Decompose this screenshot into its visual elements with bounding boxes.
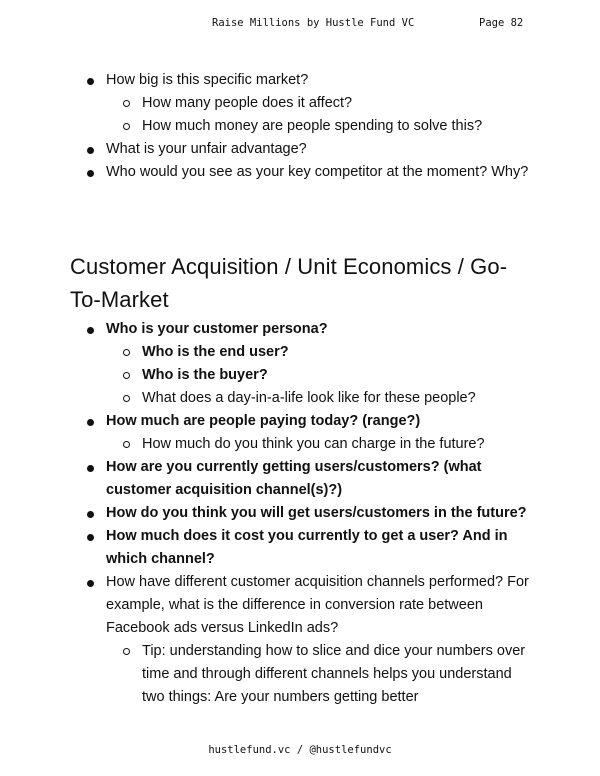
hollow-bullet-icon [123, 441, 130, 448]
list-item [0, 410, 600, 433]
bullet-icon [87, 78, 94, 85]
list-item-text: How much are people paying today? (range?) [106, 413, 421, 429]
list-item [0, 456, 600, 502]
list-item-text: How many people does it affect? [142, 95, 353, 111]
list-item-text: What is your unfair advantage? [106, 141, 307, 157]
list-item-text: How much money are people spending to solve this? [142, 118, 483, 134]
section-heading: Customer Acquisition / Unit Economics / Go-To-Market [70, 254, 508, 312]
sub-list-item [0, 341, 600, 364]
hollow-bullet-icon [123, 100, 130, 107]
sub-list-item [0, 115, 600, 138]
page-header [0, 17, 600, 31]
bullet-icon [87, 170, 94, 177]
questions-list-market [0, 69, 600, 184]
list-item-text: How much does it cost you currently to get a user? And in which channel? [106, 528, 508, 567]
list-item [0, 318, 600, 341]
bullet-icon [87, 580, 94, 587]
list-item-text: Who is the end user? [142, 344, 289, 360]
list-item-text: How have different customer acquisition channels performed? For example, what is the difference in conversion rate between Facebook ads versus LinkedIn ads? [106, 574, 529, 636]
list-item-text: How do you think you will get users/customers in the future? [106, 505, 527, 521]
bullet-icon [87, 511, 94, 518]
hollow-bullet-icon [123, 123, 130, 130]
hollow-bullet-icon [123, 349, 130, 356]
sub-list-item [0, 92, 600, 115]
questions-list-acquisition [0, 318, 600, 709]
list-item-text: Tip: understanding how to slice and dice your numbers over time and through different channels helps you understand two things: Are your numbers getting better [142, 643, 526, 705]
bullet-icon [87, 465, 94, 472]
list-item [0, 138, 600, 161]
list-item-text: Who would you see as your key competitor at the moment? Why? [106, 164, 529, 180]
sub-list-item [0, 640, 600, 709]
page-number: Page 82 [479, 17, 524, 29]
page-footer: hustlefund.vc / @hustlefundvc [208, 744, 392, 756]
book-title: Raise Millions by Hustle Fund VC [212, 17, 415, 29]
list-item-text: How big is this specific market? [106, 72, 309, 88]
list-item [0, 69, 600, 92]
sub-list-item [0, 387, 600, 410]
hollow-bullet-icon [123, 372, 130, 379]
list-item-text: How much do you think you can charge in the future? [142, 436, 485, 452]
list-item [0, 161, 600, 184]
sub-list-item [0, 433, 600, 456]
list-item-text: How are you currently getting users/customers? (what customer acquisition channel(s)?) [106, 459, 482, 498]
sub-list-item [0, 364, 600, 387]
bullet-icon [87, 147, 94, 154]
bullet-icon [87, 327, 94, 334]
list-item-text: What does a day-in-a-life look like for these people? [142, 390, 476, 406]
list-item [0, 502, 600, 525]
bullet-icon [87, 534, 94, 541]
list-item [0, 525, 600, 571]
list-item-text: Who is the buyer? [142, 367, 268, 383]
hollow-bullet-icon [123, 395, 130, 402]
hollow-bullet-icon [123, 648, 130, 655]
bullet-icon [87, 419, 94, 426]
list-item [0, 571, 600, 640]
list-item-text: Who is your customer persona? [106, 321, 328, 337]
